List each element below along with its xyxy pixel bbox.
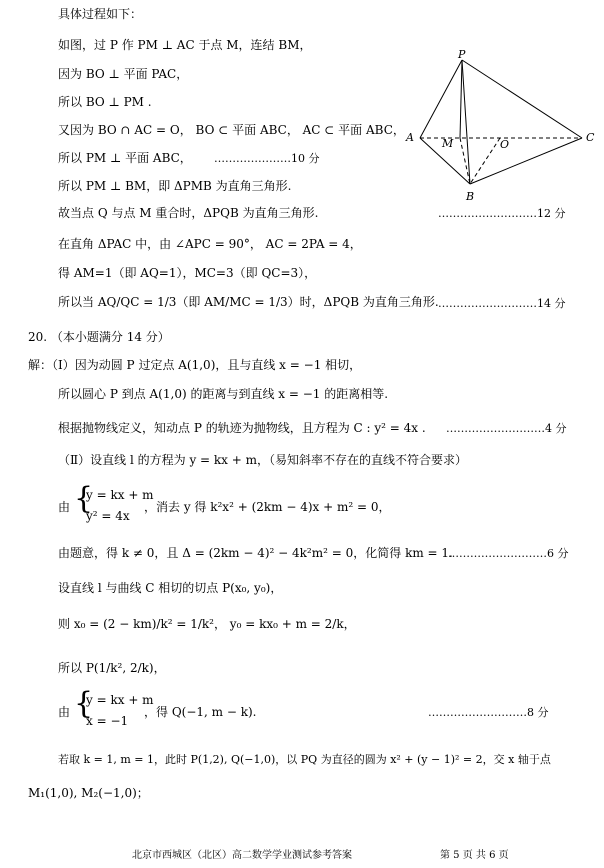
text-line: 所以当 AQ/QC = 1/3（即 AM/MC = 1/3）时，ΔPQB 为直角三角形.	[58, 295, 439, 309]
text-line: 由题意，得 k ≠ 0，且 Δ = (2km − 4)² − 4k²m² = 0，化简得 km = 1.	[58, 546, 453, 560]
text-line: M₁(1,0), M₂(−1,0)；	[28, 786, 149, 800]
pyramid-figure	[400, 48, 600, 208]
text-line: 设直线 l 与曲线 C 相切的切点 P(x₀, y₀)，	[58, 581, 283, 595]
score-mark: ………………………14 分	[438, 297, 566, 310]
brace: {	[74, 481, 94, 516]
text-line: 故当点 Q 与点 M 重合时，ΔPQB 为直角三角形.	[58, 206, 319, 220]
figure-label: M	[442, 137, 454, 150]
text-line: 因为 BO ⊥ 平面 PAC，	[58, 67, 189, 81]
system-eq: y = kx + m	[86, 488, 154, 502]
system-prefix: 由	[58, 705, 71, 719]
score-mark: ………………………6 分	[448, 547, 569, 560]
text-line: 具体过程如下：	[58, 7, 143, 21]
figure-label: O	[500, 138, 510, 151]
brace: {	[74, 686, 94, 721]
text-line: 所以圆心 P 到点 A(1,0) 的距离与到直线 x = −1 的距离相等.	[58, 387, 389, 401]
text-line: 若取 k = 1, m = 1，此时 P(1,2), Q(−1,0)，以 PQ 为直径的圆为 x² + (y − 1)² = 2，交 x 轴于点	[58, 753, 551, 766]
text-line: 所以 PM ⊥ 平面 ABC，	[58, 151, 192, 165]
page-number: 第 5 页 共 6 页	[440, 850, 509, 861]
text-line: 得 AM=1（即 AQ=1），MC=3（即 QC=3），	[58, 266, 317, 280]
text-line: 如图，过 P 作 PM ⊥ AC 于点 M，连结 BM，	[58, 38, 312, 52]
system-eq: y = kx + m	[86, 693, 154, 707]
score-mark: ………………………12 分	[438, 207, 566, 220]
score-mark: ………………………8 分	[428, 706, 549, 719]
text-line: 在直角 ΔPAC 中，由 ∠APC = 90°， AC = 2PA = 4，	[58, 237, 362, 251]
system-eq: x = −1	[86, 714, 129, 728]
text-line: 所以 PM ⊥ BM，即 ΔPMB 为直角三角形.	[58, 179, 292, 193]
section-title: 20. （本小题满分 14 分）	[28, 330, 170, 344]
system-eq: y² = 4x	[86, 509, 130, 523]
text-line: 所以 BO ⊥ PM .	[58, 95, 152, 109]
text-line: 根据抛物线定义，知动点 P 的轨迹为抛物线，且方程为 C : y² = 4x .	[58, 421, 426, 435]
text-line: 则 x₀ = (2 − km)/k² = 1/k²， y₀ = kx₀ + m = 2/k，	[58, 617, 356, 631]
score-mark: ………………………4 分	[446, 422, 567, 435]
system-prefix: 由	[58, 500, 71, 514]
figure-label: C	[586, 131, 595, 144]
text-line: 解：（Ⅰ）因为动圆 P 过定点 A(1,0)，且与直线 x = −1 相切，	[28, 358, 362, 372]
text-line: 又因为 BO ∩ AC = O， BO ⊂ 平面 ABC， AC ⊂ 平面 ABC，	[58, 123, 405, 137]
text-line: ，消去 y 得 k²x² + (2km − 4)x + m² = 0，	[144, 500, 391, 514]
text-line: 所以 P(1/k², 2/k)，	[58, 661, 166, 675]
figure-label: B	[466, 190, 475, 203]
score-mark: …………………10 分	[214, 152, 320, 165]
figure-label: P	[458, 48, 466, 61]
text-line: （Ⅱ）设直线 l 的方程为 y = kx + m，（易知斜率不存在的直线不符合要求）	[58, 453, 468, 467]
footer-left: 北京市西城区（北区）高二数学学业测试参考答案	[132, 850, 352, 861]
text-line: ，得 Q(−1, m − k).	[144, 705, 257, 719]
figure-label: A	[406, 131, 414, 144]
